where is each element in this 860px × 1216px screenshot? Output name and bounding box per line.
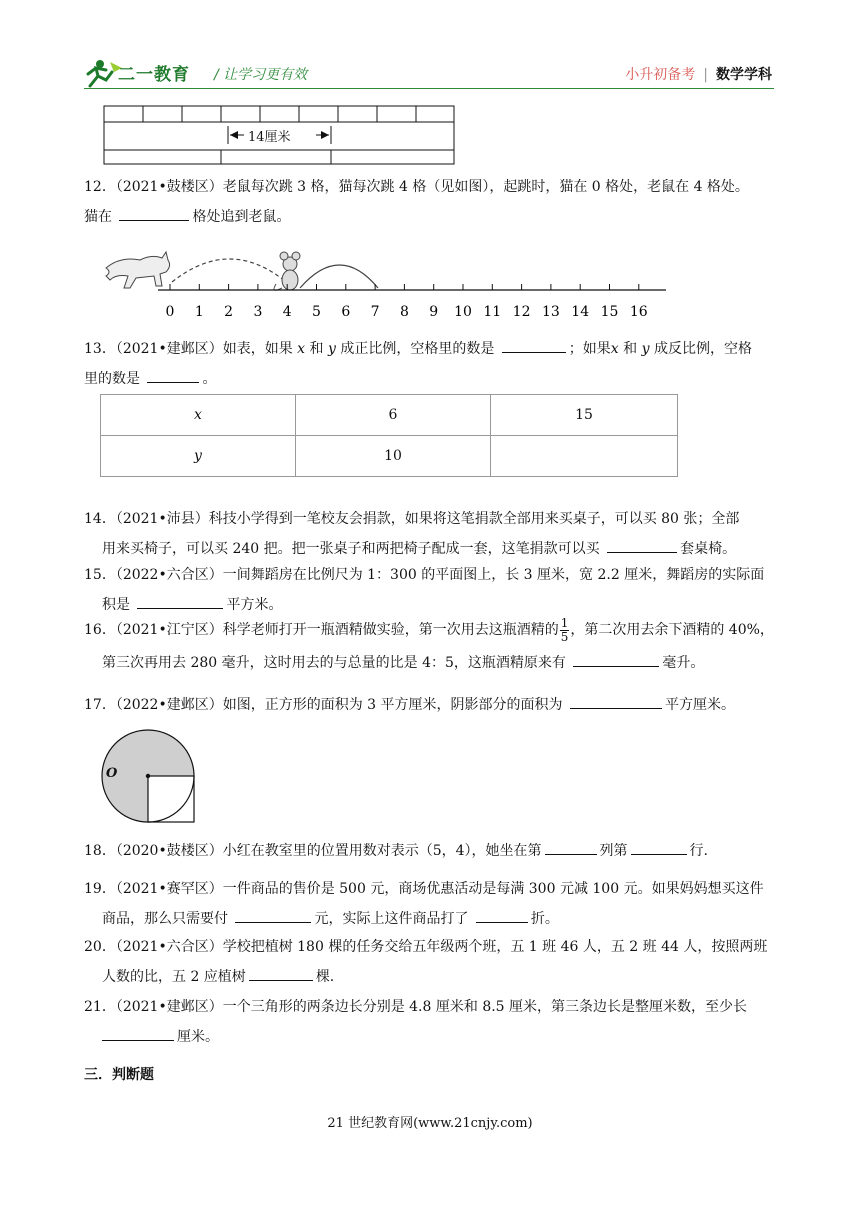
- q13-text-f: 。: [202, 371, 217, 387]
- q16-text-b: ，第二次用去余下酒精的 40%，: [570, 622, 774, 638]
- q19-line2: [84, 904, 784, 934]
- q14-line1: 14．（2021•沛县）科技小学得到一笔校友会捐款，如果将这笔捐款全部用来买桌子，可以买 80 张；全部: [84, 511, 740, 527]
- question-15: [84, 560, 784, 620]
- table-cell: 10: [296, 436, 491, 477]
- q19-text-b: 元，实际上这件商品打了: [314, 911, 469, 927]
- question-19: [84, 874, 784, 934]
- q20-line2: [84, 962, 784, 992]
- q14-blank[interactable]: [607, 537, 677, 553]
- tick-label: 9: [429, 304, 439, 320]
- q13-text-c: ；如果: [568, 341, 611, 357]
- q18-blank-1[interactable]: [545, 839, 597, 855]
- q18-text-a: 18．（2020•鼓楼区）小红在教室里的位置用数对表示（5，4），她坐在第: [84, 843, 542, 859]
- q16-text-c: 第三次再用去 280 毫升，这时用去的与总量的比是 4：5，这瓶酒精原来有: [102, 655, 566, 671]
- q15-blank[interactable]: [137, 593, 223, 609]
- brand-name: 二一教育: [118, 65, 190, 85]
- question-21: [84, 992, 784, 1052]
- table-row: [101, 395, 678, 436]
- q18-text-b: 列第: [599, 843, 628, 859]
- q17-line1: [84, 690, 784, 720]
- question-20: [84, 932, 784, 992]
- table-row: [101, 436, 678, 477]
- q17-text-a: 17．（2022•建邺区）如图，正方形的面积为 3 平方厘米，阴影部分的面积为: [84, 697, 563, 713]
- q13-blank-2[interactable]: [147, 367, 199, 383]
- q13-and2: 和: [623, 341, 638, 357]
- fraction-denominator: 5: [560, 629, 569, 644]
- q13-and: 和: [309, 341, 324, 357]
- tick-label: 6: [341, 304, 351, 320]
- q19-line1: 19．（2021•赛罕区）一件商品的售价是 500 元，商场优惠活动是每满 300 元减 100 元。如果妈妈想买这件: [84, 881, 764, 897]
- q20-blank[interactable]: [249, 965, 313, 981]
- q15-text-b: 平方米。: [226, 597, 283, 613]
- square-shape: [148, 776, 194, 822]
- q12-text-b: 格处追到老鼠。: [192, 209, 291, 225]
- header-subject: 数学学科: [716, 67, 772, 83]
- tick-label: 4: [282, 304, 292, 320]
- q13-line1: [84, 334, 784, 364]
- cat-jump-arc: [172, 259, 286, 282]
- fraction-numerator: 1: [560, 615, 569, 630]
- q16-text-a: 16．（2021•江宁区）科学老师打开一瓶酒精做实验，第一次用去这瓶酒精的: [84, 622, 559, 638]
- q20-line1: 20．（2021•六合区）学校把植树 180 棵的任务交给五年级两个班，五 1 班 46 人，五 2 班 44 人，按照两班: [84, 939, 768, 955]
- q13-var-x: x: [297, 341, 306, 357]
- q17-text-b: 平方厘米。: [664, 697, 735, 713]
- q17-blank[interactable]: [570, 693, 662, 709]
- q13-text-d: 成反比例，空格: [653, 341, 752, 357]
- q13-var-y: y: [327, 341, 336, 357]
- table-cell: x: [101, 395, 296, 436]
- q16-fraction: [560, 617, 570, 644]
- q15-text-a: 积是: [102, 597, 130, 613]
- tick-label: 15: [600, 304, 619, 320]
- q13-text-a: 13．（2021•建邺区）如表，如果: [84, 341, 293, 357]
- q13-var-y2: y: [641, 341, 650, 357]
- q19-blank-1[interactable]: [235, 907, 311, 923]
- header-tag: 小升初备考: [625, 67, 696, 83]
- center-label: O: [106, 766, 118, 781]
- q16-blank[interactable]: [573, 651, 659, 667]
- q21-blank[interactable]: [102, 1025, 174, 1041]
- question-16: [84, 612, 784, 678]
- number-line-figure: [100, 244, 670, 326]
- header-separator: |: [703, 67, 708, 83]
- header-right: [625, 64, 772, 84]
- tick-label: 8: [399, 304, 409, 320]
- q19-text-c: 折。: [530, 911, 559, 927]
- tick-label: 10: [454, 304, 472, 320]
- q12-text-a: 猫在: [84, 209, 112, 225]
- q12-blank[interactable]: [119, 205, 189, 221]
- question-14: [84, 504, 784, 564]
- tick-label: 0: [165, 304, 175, 320]
- q13-line2: [84, 364, 784, 394]
- header-divider: [84, 88, 774, 89]
- proportion-table: [100, 394, 678, 477]
- q19-text-a: 商品，那么只需要付: [102, 911, 228, 927]
- q21-line2: [84, 1022, 784, 1052]
- table-cell-empty[interactable]: [491, 436, 678, 477]
- q13-text-e: 里的数是: [84, 371, 140, 387]
- table-cell: y: [101, 436, 296, 477]
- q18-blank-2[interactable]: [631, 839, 687, 855]
- slogan: / 让学习更有效: [214, 67, 308, 83]
- question-17: [84, 690, 784, 720]
- tick-label: 14: [571, 304, 590, 320]
- q19-blank-2[interactable]: [476, 907, 528, 923]
- q14-text-b: 套桌椅。: [680, 541, 737, 557]
- tick-label: 3: [253, 304, 263, 320]
- q12-line2: [84, 202, 784, 232]
- q13-var-x2: x: [610, 341, 619, 357]
- tick-label: 5: [312, 304, 321, 320]
- table-cell: 15: [491, 395, 678, 436]
- q13-text-b: 成正比例，空格里的数是: [340, 341, 495, 357]
- center-point: [146, 774, 150, 778]
- q20-text-a: 人数的比，五 2 应植树: [102, 969, 246, 985]
- tick-label: 11: [483, 304, 502, 320]
- section-heading: 三．判断题: [84, 1067, 154, 1083]
- q21-text-b: 厘米。: [177, 1029, 219, 1045]
- question-12: [84, 172, 784, 232]
- q16-line1: [84, 612, 784, 648]
- q16-text-d: 毫升。: [662, 655, 705, 671]
- tick-label: 7: [370, 304, 380, 320]
- length-label: 14厘米: [246, 126, 293, 145]
- table-cell: 6: [296, 395, 491, 436]
- tick-label: 12: [512, 304, 531, 320]
- mouse-jump-arc: [300, 265, 378, 288]
- q14-text-a: 用来买椅子，可以买 240 把。把一张桌子和两把椅子配成一套，这笔捐款可以买: [102, 541, 600, 557]
- question-18: [84, 836, 784, 866]
- cat-icon: [106, 252, 170, 288]
- q20-text-b: 棵.: [315, 969, 335, 985]
- q18-text-c: 行.: [689, 843, 708, 859]
- tick-label: 16: [629, 304, 648, 320]
- tick-label: 13: [541, 304, 560, 320]
- q12-line1: 12．（2021•鼓楼区）老鼠每次跳 3 格，猫每次跳 4 格（见如图），起跳时，猫在 0 格处，老鼠在 4 格处。: [84, 179, 749, 195]
- q15-line1: 15．（2022•六合区）一间舞蹈房在比例尺为 1：300 的平面图上，长 3 厘米，宽 2.2 厘米，舞蹈房的实际面: [84, 567, 765, 583]
- q21-line1: 21．（2021•建邺区）一个三角形的两条边长分别是 4.8 厘米和 8.5 厘米，第三条边长是整厘米数，至少长: [84, 999, 748, 1015]
- tick-label: 1: [194, 304, 204, 320]
- tick-label: 2: [224, 304, 234, 320]
- q16-line2: [84, 648, 784, 678]
- q13-blank-1[interactable]: [502, 337, 566, 353]
- question-13: [84, 334, 784, 394]
- page-footer: 21 世纪教育网(www.21cnjy.com): [327, 1116, 533, 1131]
